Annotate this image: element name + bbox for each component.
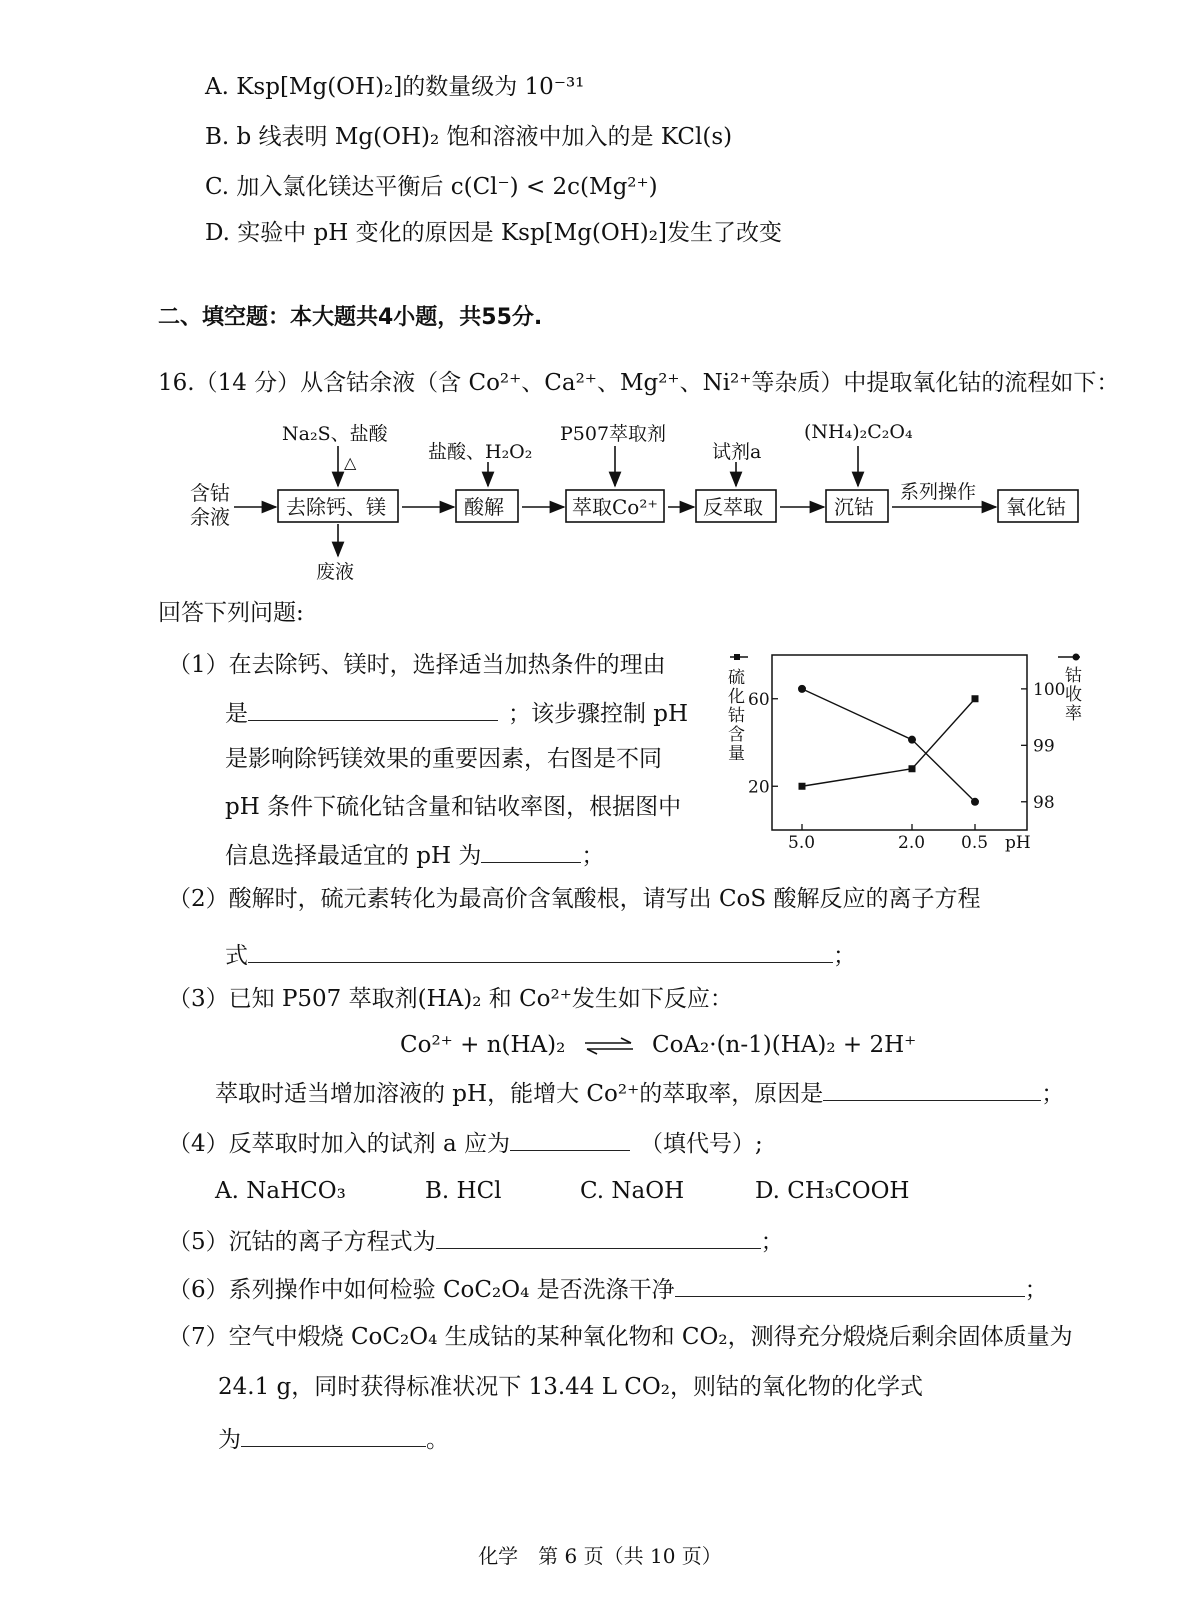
q2-blank-equation[interactable] (248, 940, 833, 963)
q4-option-c: C. NaOH (580, 1178, 685, 1204)
right-tick-label: 99 (1033, 736, 1055, 757)
left-axis-label-char: 硫 (728, 668, 745, 688)
q5-blank-equation[interactable] (436, 1226, 761, 1249)
x-tick-label: 2.0 (898, 833, 926, 853)
reagent-ammonium-oxalate: (NH₄)₂C₂O₄ (804, 421, 913, 443)
q1-blank-ph[interactable] (481, 840, 581, 863)
q7-line1: （7）空气中煅烧 CoC₂O₄ 生成钴的某种氧化物和 CO₂，测得充分煅烧后剩余固体质量为 (168, 1324, 1073, 1350)
left-tick-label: 60 (748, 689, 770, 710)
left-axis-label-char: 含 (728, 725, 745, 745)
flow-diagram (170, 412, 1090, 592)
q4-option-b: B. HCl (425, 1178, 502, 1204)
product-cobalt-oxide: 氧化钴 (1006, 495, 1066, 519)
co-yield-point (798, 685, 806, 693)
q7-line3: 为 。 (218, 1424, 449, 1455)
q4-option-d: D. CH₃COOH (755, 1178, 910, 1204)
right-tick-label: 100 (1033, 679, 1066, 700)
left-tick-label: 20 (748, 777, 770, 798)
equilibrium-arrow-icon (581, 1037, 637, 1055)
page-footer: 化学 第 6 页（共 10 页） (478, 1544, 722, 1568)
ph-chart (720, 645, 1100, 860)
q6-line: （6）系列操作中如何检验 CoC₂O₄ 是否洗涤干净 ； (168, 1274, 1048, 1305)
section-title: 二、填空题：本大题共4小题，共55分. (158, 305, 543, 330)
q4-option-a: A. NaHCO₃ (215, 1178, 346, 1204)
cos-content-point (799, 783, 806, 790)
x-axis-label: pH (1005, 833, 1031, 853)
q1-line4: pH 条件下硫化钴含量和钴收率图，根据图中 (225, 794, 682, 820)
step-acid-dissolve: 酸解 (464, 495, 504, 519)
q1-blank-reason[interactable] (248, 698, 498, 721)
option-c: C. 加入氯化镁达平衡后 c(Cl⁻) < 2c(Mg²⁺) (205, 174, 658, 200)
q3-blank-reason[interactable] (823, 1078, 1041, 1101)
right-axis-label-char: 钴 (1065, 666, 1082, 686)
right-axis-label-char: 率 (1065, 704, 1082, 724)
cos-content-point (972, 695, 979, 702)
right-tick-label: 98 (1033, 792, 1055, 813)
waste-liquid: 废液 (316, 561, 355, 583)
answer-intro: 回答下列问题: (158, 600, 304, 626)
right-axis-label (1065, 666, 1082, 724)
chart-plot-frame (772, 655, 1027, 830)
legend-square-marker (734, 654, 740, 660)
option-a: A. Ksp[Mg(OH)₂]的数量级为 10⁻³¹ (205, 74, 585, 100)
left-axis-label-char: 量 (728, 744, 745, 764)
q2-line1: （2）酸解时，硫元素转化为最高价含氧酸根，请写出 CoS 酸解反应的离子方程 (168, 886, 981, 912)
q4-options (215, 1176, 910, 1206)
q7-line2: 24.1 g，同时获得标准状况下 13.44 L CO₂，则钴的氧化物的化学式 (218, 1374, 923, 1400)
q6-blank-method[interactable] (675, 1274, 1025, 1297)
co-yield-point (908, 736, 916, 744)
q1-line3: 是影响除钙镁效果的重要因素，右图是不同 (225, 746, 662, 772)
q2-line2: 式 ； (225, 940, 856, 971)
legend-circle-marker (1073, 654, 1080, 661)
option-b: B. b 线表明 Mg(OH)₂ 饱和溶液中加入的是 KCl(s) (205, 124, 733, 150)
flow-start-bottom: 余液 (190, 505, 230, 529)
heat-symbol: △ (344, 453, 357, 472)
series-co-yield-line (802, 689, 975, 802)
cos-content-point (909, 765, 916, 772)
x-tick-label: 0.5 (961, 833, 989, 853)
right-axis-label-char: 收 (1065, 685, 1082, 705)
q1-line5: 信息选择最适宜的 pH 为 ； (225, 840, 604, 871)
left-axis-label (728, 668, 745, 764)
reagent-hcl-h2o2: 盐酸、H₂O₂ (428, 441, 533, 463)
q1-line1: （1）在去除钙、镁时，选择适当加热条件的理由 (168, 652, 666, 678)
flow-start-top: 含钴 (190, 481, 230, 505)
q3-line3: 萃取时适当增加溶液的 pH，能增大 Co²⁺的萃取率，原因是 ； (215, 1078, 1064, 1109)
co-yield-point (971, 798, 979, 806)
left-axis-label-char: 钴 (728, 706, 745, 726)
q4-line1: （4）反萃取时加入的试剂 a 应为 （填代号）; (168, 1128, 763, 1159)
left-axis-label-char: 化 (728, 687, 745, 707)
q1-line2: 是 ；该步骤控制 pH (225, 698, 688, 729)
step-precipitate-co: 沉钴 (834, 495, 874, 519)
step-back-extract: 反萃取 (703, 495, 763, 519)
series-operation: 系列操作 (900, 481, 977, 503)
q7-blank-formula[interactable] (241, 1424, 426, 1447)
reagent-a: 试剂a (712, 441, 762, 463)
option-d: D. 实验中 pH 变化的原因是 Ksp[Mg(OH)₂]发生了改变 (205, 220, 782, 246)
step-extract-co: 萃取Co²⁺ (572, 495, 658, 519)
q3-equation: Co²⁺ + n(HA)₂ CoA₂·(n-1)(HA)₂ + 2H⁺ (400, 1032, 917, 1058)
q3-line1: （3）已知 P507 萃取剂(HA)₂ 和 Co²⁺发生如下反应： (168, 986, 733, 1012)
q16-header: 16.（14 分）从含钴余液（含 Co²⁺、Ca²⁺、Mg²⁺、Ni²⁺等杂质）中提取氧化钴的流程如下： (158, 370, 1120, 396)
reagent-p507: P507萃取剂 (560, 423, 667, 445)
step-remove-ca-mg: 去除钙、镁 (286, 495, 386, 519)
q5-line: （5）沉钴的离子方程式为 ； (168, 1226, 784, 1257)
x-tick-label: 5.0 (788, 833, 816, 853)
reagent-na2s-hcl: Na₂S、盐酸 (282, 423, 388, 445)
series-cos-content-line (802, 699, 975, 787)
q4-blank-reagent[interactable] (510, 1128, 630, 1151)
